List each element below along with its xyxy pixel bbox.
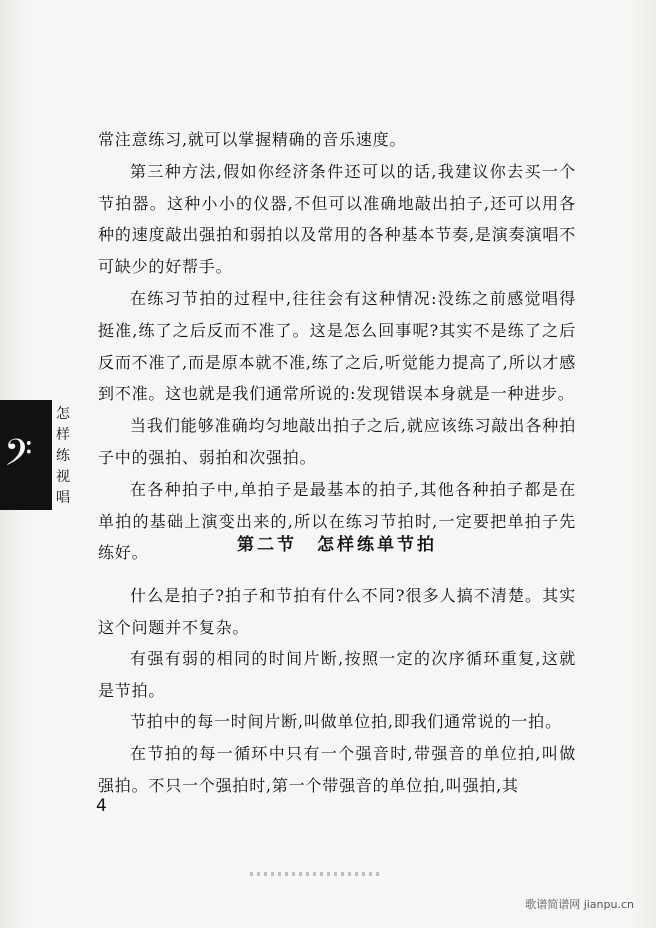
side-tab-char: 唱 (56, 490, 70, 506)
side-tab-char: 视 (56, 469, 70, 485)
paragraph: 在节拍的每一循环中只有一个强音时,带强音的单位拍,叫做强拍。不只一个强拍时,第一个带强音的单位拍,叫强拍,其 (98, 743, 576, 795)
paragraph: 有强有弱的相同的时间片断,按照一定的次序循环重复,这就是节拍。 (98, 649, 576, 700)
paragraph: 在各种拍子中,单拍子是最基本的拍子,其他各种拍子都是在单拍的基础上演变出来的,所以在练习节拍时,一定要把单拍子先练好。 (98, 479, 576, 563)
paragraph: 常注意练习,就可以掌握精确的音乐速度。 (98, 130, 407, 149)
chapter-side-tab (0, 400, 74, 510)
paragraph: 什么是拍子?拍子和节拍有什么不同?很多人搞不清楚。其实这个问题并不复杂。 (98, 586, 576, 637)
body-text-bottom (98, 580, 576, 801)
section-title: 第二节 怎样练单节拍 (237, 535, 437, 555)
page-number: 4 (96, 796, 107, 816)
paragraph: 当我们能够准确均匀地敲出拍子之后,就应该练习敲出各种拍子中的强拍、弱拍和次强拍。 (98, 416, 576, 467)
watermark: 歌谱简谱网 jianpu.cn (525, 898, 634, 911)
side-tab-char: 练 (56, 448, 70, 464)
side-tab-label (54, 404, 72, 509)
paragraph: 第三种方法,假如你经济条件还可以的话,我建议你去买一个节拍器。这种小小的仪器,不但可以准确地敲出拍子,还可以用各种的速度敲出强拍和弱拍以及常用的各种基本节奏,是演奏演唱不可缺少的好帮手。 (98, 161, 576, 277)
side-tab-char: 怎 (56, 406, 70, 422)
body-text-top (98, 124, 576, 569)
paragraph: 节拍中的每一时间片断,叫做单位拍,即我们通常说的一拍。 (130, 712, 562, 732)
side-tab-char: 样 (56, 427, 70, 443)
paragraph: 在练习节拍的过程中,往往会有这种情况:没练之前感觉唱得挺准,练了之后反而不准了。这是怎么回事呢?其实不是练了之后反而不准了,而是原本就不准,练了之后,听觉能力提高了,所以才感到不准。这也就是我们通常所说的:发现错误本身就是一种进步。 (98, 288, 576, 404)
bass-clef-icon: 𝄢 (4, 432, 33, 483)
scan-artifact (250, 872, 380, 876)
